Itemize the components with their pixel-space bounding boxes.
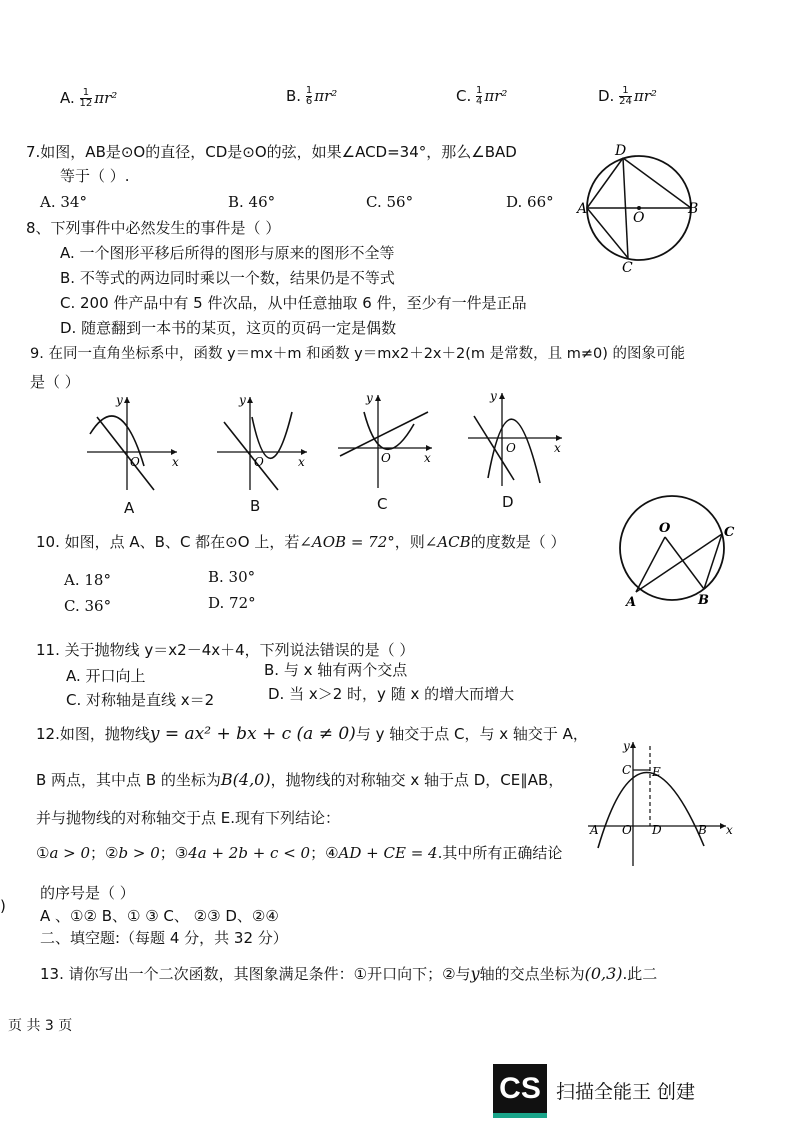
q6-option-c: C. $\frac{1}{4}$ πr² [456, 85, 508, 107]
camscanner-logo: CS [493, 1064, 547, 1118]
q8-option-b: B. 不等式的两边同时乘以一个数，结果仍是不等式 [60, 269, 395, 287]
q10-option-d: D. 72° [208, 594, 256, 612]
q8-option-d: D. 随意翻到一本书的某页，这页的页码一定是偶数 [60, 319, 397, 337]
q10-label-b: B [698, 593, 709, 608]
q12-parabola-figure [586, 738, 736, 868]
q12-label-c: C [622, 763, 632, 777]
q9a-origin-label: O [130, 455, 140, 469]
q12-label-b: B [698, 823, 707, 837]
q9-label-d: D [502, 493, 514, 511]
q10-circle [620, 496, 724, 600]
q9c-x-label: x [424, 451, 431, 465]
q9b-y-label: y [239, 393, 246, 407]
q9-label-c: C [377, 495, 388, 513]
q9a-x-label: x [172, 455, 179, 469]
q9-graph-b [212, 392, 312, 492]
q10-circle-figure [608, 492, 748, 614]
q7-chord-bd [623, 158, 691, 208]
q12-line2: B 两点，其中点 B 的坐标为B(4,0)，抛物线的对称轴交 x 轴于点 D，CE∥AB， [36, 770, 564, 789]
q12-line5: 的序号是（ ） [40, 884, 135, 902]
q9-graph-c [336, 390, 436, 490]
margin-mark: ) [0, 897, 6, 915]
q10-angle-acb: ∠ACB [424, 533, 471, 551]
q6-option-a: A. $\frac{1}{12}$ πr² [60, 87, 118, 109]
q10-radius-oa [636, 537, 665, 592]
q7-circle-figure [575, 140, 705, 275]
q11-option-d: D. 当 x＞2 时，y 随 x 的增大而增大 [268, 685, 515, 703]
q12-conclusions: ①a > 0；②b > 0；③4a + 2b + c < 0；④AD + CE = 4.其中所有正确结论 [36, 844, 563, 862]
q11-option-c: C. 对称轴是直线 x＝2 [66, 691, 215, 709]
q12-parabola-formula: y = ax² + bx + c (a ≠ 0) [149, 724, 356, 744]
q7-option-c: C. 56° [366, 193, 414, 211]
q7-option-d: D. 66° [506, 193, 554, 211]
q8-option-c: C. 200 件产品中有 5 件次品，从中任意抽取 6 件，至少有一件是正品 [60, 294, 527, 312]
q10-option-a: A. 18° [64, 571, 111, 589]
q8-stem: 8、下列事件中必然发生的事件是（ ） [26, 219, 281, 237]
q9a-y-label: y [116, 393, 123, 407]
q12-y-arrow [630, 742, 636, 748]
q9c-y-label: y [366, 391, 373, 405]
q10-radius-ob [665, 537, 704, 589]
q11-option-b: B. 与 x 轴有两个交点 [264, 661, 408, 679]
q9b-y-arrow [247, 397, 253, 403]
q10-stem-prefix: 10. 如图，点 A、B、C 都在⊙O 上，若 [36, 533, 300, 551]
q9-label-a: A [124, 499, 135, 517]
q9-stem-line2: 是（ ） [30, 373, 80, 391]
q12-y-label: y [623, 739, 630, 753]
q9-graph-d [466, 388, 566, 488]
q7-stem-line1: 7.如图，AB是⊙O的直径，CD是⊙O的弦，如果∠ACD=34°，那么∠BAD [26, 143, 517, 161]
watermark-text: 扫描全能王 创建 [556, 1081, 696, 1103]
q7-label-a: A [577, 201, 588, 217]
q12-parabola [598, 772, 704, 848]
q8-option-a: A. 一个图形平移后所得的图形与原来的图形不全等 [60, 244, 395, 262]
q9d-y-arrow [499, 393, 505, 399]
q7-stem-line2: 等于（ ）. [60, 167, 130, 185]
q12-x-label: x [726, 823, 733, 837]
q7-option-b: B. 46° [228, 193, 276, 211]
q7-label-b: B [688, 201, 699, 217]
q9-stem-line1: 9. 在同一直角坐标系中，函数 y＝mx＋m 和函数 y＝mx2＋2x＋2(m 是常数，且 m≠0) 的图象可能 [30, 346, 685, 362]
q7-label-d: D [615, 143, 627, 159]
q9-graph-a [82, 392, 182, 492]
q9c-origin-label: O [381, 451, 391, 465]
q9c-line [340, 412, 428, 456]
q12-line1: 12.如图，抛物线y = ax² + bx + c (a ≠ 0)与 y 轴交于点 C，与 x 轴交于 A， [36, 724, 588, 744]
q12-label-d: D [652, 823, 662, 837]
q12-label-a: A [590, 823, 599, 837]
q10-option-c: C. 36° [64, 597, 112, 615]
q9b-origin-label: O [254, 455, 264, 469]
q12-label-e: E [652, 765, 661, 779]
q7-label-o: O [633, 210, 645, 226]
q9a-y-arrow [124, 397, 130, 403]
q9d-origin-label: O [506, 441, 516, 455]
q9a-line [97, 417, 154, 490]
q10-stem-suffix: 的度数是（ ） [470, 533, 566, 551]
q6-option-b: B. $\frac{1}{6}$ πr² [286, 85, 338, 107]
q9d-y-label: y [490, 389, 497, 403]
q12-line3: 并与抛物线的对称轴交于点 E.现有下列结论： [36, 809, 341, 827]
q11-option-a: A. 开口向上 [66, 667, 146, 685]
q6-option-d: D. $\frac{1}{24}$ πr² [598, 85, 657, 107]
q12-label-o: O [622, 823, 632, 837]
q10-label-o: O [659, 521, 671, 536]
q12-point-b: B(4,0) [220, 770, 271, 789]
q10-label-c: C [724, 525, 735, 540]
section-fill-in-title: 二、填空题:（每题 4 分，共 32 分） [40, 929, 288, 947]
q10-angle-aob: ∠AOB = 72° [299, 533, 395, 551]
q10-label-a: A [626, 595, 637, 610]
q9d-x-label: x [554, 441, 561, 455]
q7-option-a: A. 34° [40, 193, 87, 211]
q10-stem [36, 532, 565, 552]
q11-stem: 11. 关于抛物线 y＝x2－4x＋4，下列说法错误的是（ ） [36, 641, 415, 659]
q9c-y-arrow [375, 395, 381, 401]
q9-label-b: B [250, 497, 261, 515]
page-footer: 页 共 3 页 [8, 1018, 73, 1034]
q10-stem-mid: ，则 [394, 533, 425, 551]
q7-label-c: C [622, 260, 633, 275]
q9b-x-label: x [298, 455, 305, 469]
q13-stem: 13. 请你写出一个二次函数，其图象满足条件：①开口向下；②与y轴的交点坐标为(0,3).此二 [40, 964, 658, 983]
q12-options: A 、①② B、① ③ C、 ②③ D、②④ [40, 907, 279, 925]
q10-option-b: B. 30° [208, 568, 256, 586]
q9b-parabola [252, 412, 292, 458]
q9b-line [224, 422, 278, 490]
